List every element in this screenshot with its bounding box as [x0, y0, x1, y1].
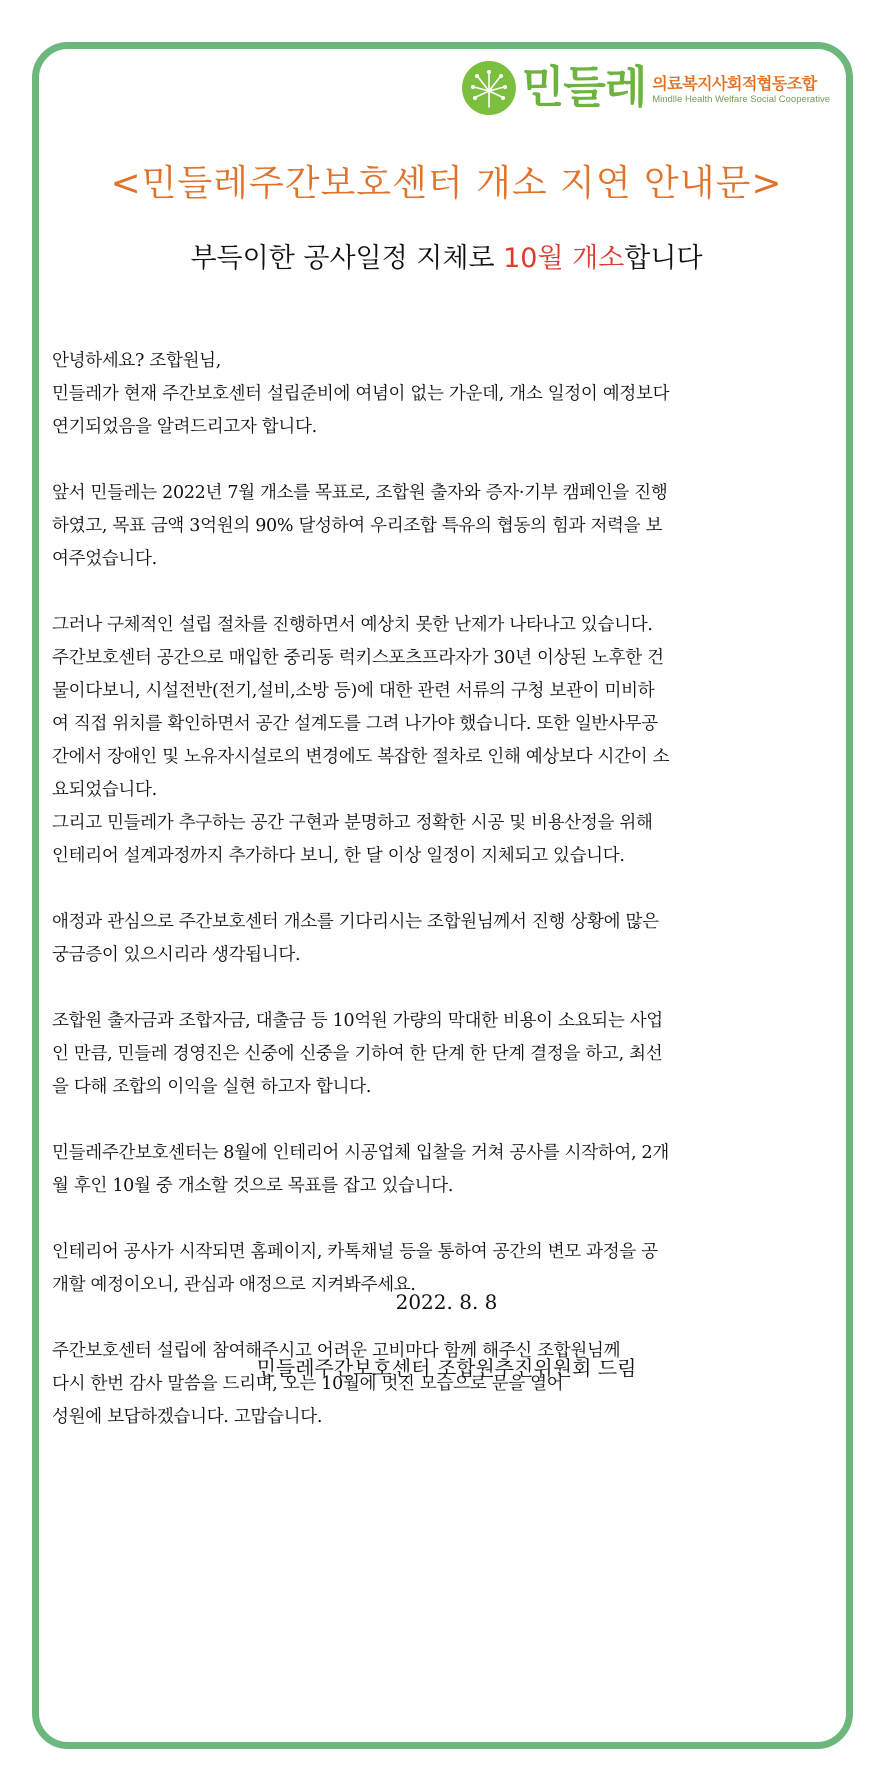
- paragraph-line: 인테리어 설계과정까지 추가하다 보니, 한 달 이상 일정이 지체되고 있습니다.: [52, 846, 625, 866]
- logo-org-english: Mindlle Health Welfare Social Cooperative: [652, 94, 830, 105]
- paragraph-line: 앞서 민들레는 2022년 7월 개소를 목표로, 조합원 출자와 증자·기부 캠페인을 진행: [52, 483, 668, 503]
- paragraph: [52, 1137, 768, 1203]
- paragraph-line: 그러나 구체적인 설립 절차를 진행하면서 예상치 못한 난제가 나타나고 있습니다.: [52, 615, 653, 635]
- paragraph-line: 간에서 장애인 및 노유자시설로의 변경에도 복잡한 절차로 인해 예상보다 시간이 소: [52, 747, 670, 767]
- paragraph-line: 하였고, 목표 금액 3억원의 90% 달성하여 우리조합 특유의 협동의 힘과 저력을 보: [52, 516, 663, 536]
- paragraph-line: 여 직접 위치를 확인하면서 공간 설계도를 그려 나가야 했습니다. 또한 일반사무공: [52, 714, 658, 734]
- paragraph-line: 월 후인 10월 중 개소할 것으로 목표를 잡고 있습니다.: [52, 1176, 454, 1196]
- paragraph: [52, 477, 768, 576]
- subtitle-before: 부득이한 공사일정 지체로: [190, 243, 504, 274]
- paragraph: [52, 1005, 768, 1104]
- paragraph-line: 인 만큼, 민들레 경영진은 신중에 신중을 기하여 한 단계 한 단계 결정을 하고, 최선: [52, 1044, 663, 1064]
- paragraph-line: 애정과 관심으로 주간보호센터 개소를 기다리시는 조합원님께서 진행 상황에 많은: [52, 912, 659, 932]
- paragraph-line: 연기되었음을 알려드리고자 합니다.: [52, 417, 317, 437]
- logo-name: 민들레: [521, 62, 647, 113]
- paragraph-line: 그리고 민들레가 추구하는 공간 구현과 분명하고 정확한 시공 및 비용산정을 위해: [52, 813, 653, 833]
- paragraph-line: 주간보호센터 공간으로 매입한 중리동 럭키스포츠프라자가 30년 이상된 노후한 건: [52, 648, 664, 668]
- paragraph-line: 안녕하세요? 조합원님,: [52, 351, 222, 371]
- paragraph-line: 물이다보니, 시설전반(전기,설비,소방 등)에 대한 관련 서류의 구청 보관이 미비하: [52, 681, 655, 701]
- paragraph-line: 민들레주간보호센터는 8월에 인테리어 시공업체 입찰을 거쳐 공사를 시작하여, 2개: [52, 1143, 669, 1163]
- logo-org-korean: 의료복지사회적협동조합: [652, 74, 817, 93]
- dandelion-icon: [462, 61, 516, 115]
- notice-title: <민들레주간보호센터 개소 지연 안내문>: [110, 163, 783, 204]
- paragraph-line: 여주었습니다.: [52, 549, 157, 569]
- notice-subtitle: [0, 236, 893, 275]
- notice-date: 2022. 8. 8: [395, 1290, 498, 1314]
- paragraph-line: 조합원 출자금과 조합자금, 대출금 등 10억원 가량의 막대한 비용이 소요되는 사업: [52, 1011, 663, 1031]
- paragraph: [52, 1335, 768, 1434]
- paragraph-line: 성원에 보답하겠습니다. 고맙습니다.: [52, 1407, 323, 1427]
- paragraph-line: 개할 예정이오니, 관심과 애정으로 지켜봐주세요.: [52, 1275, 416, 1295]
- paragraph: [52, 906, 768, 972]
- paragraph-line: 주간보호센터 설립에 참여해주시고 어려운 고비마다 함께 해주신 조합원님께: [52, 1341, 621, 1361]
- paragraph-line: 을 다해 조합의 이익을 실현 하고자 합니다.: [52, 1077, 372, 1097]
- paragraph-line: 인테리어 공사가 시작되면 홈페이지, 카톡채널 등을 통하여 공간의 변모 과정을 공: [52, 1242, 658, 1262]
- paragraph-line: 요되었습니다.: [52, 780, 157, 800]
- paragraph-line: 민들레가 현재 주간보호센터 설립준비에 여념이 없는 가운데, 개소 일정이 예정보다: [52, 384, 670, 404]
- paragraph-line: 다시 한번 감사 말씀을 드리며, 오는 10월에 멋진 모습으로 문을 열어: [52, 1374, 564, 1394]
- logo: [462, 61, 830, 115]
- subtitle-highlight: 10월 개소: [503, 243, 625, 274]
- paragraph-line: 궁금증이 있으시리라 생각됩니다.: [52, 945, 301, 965]
- notice-signature: 민들레주간보호센터 조합원추진위원회 드림: [256, 1356, 637, 1380]
- subtitle-after: 합니다: [624, 243, 703, 274]
- paragraph: [52, 609, 768, 873]
- paragraph: [52, 345, 768, 444]
